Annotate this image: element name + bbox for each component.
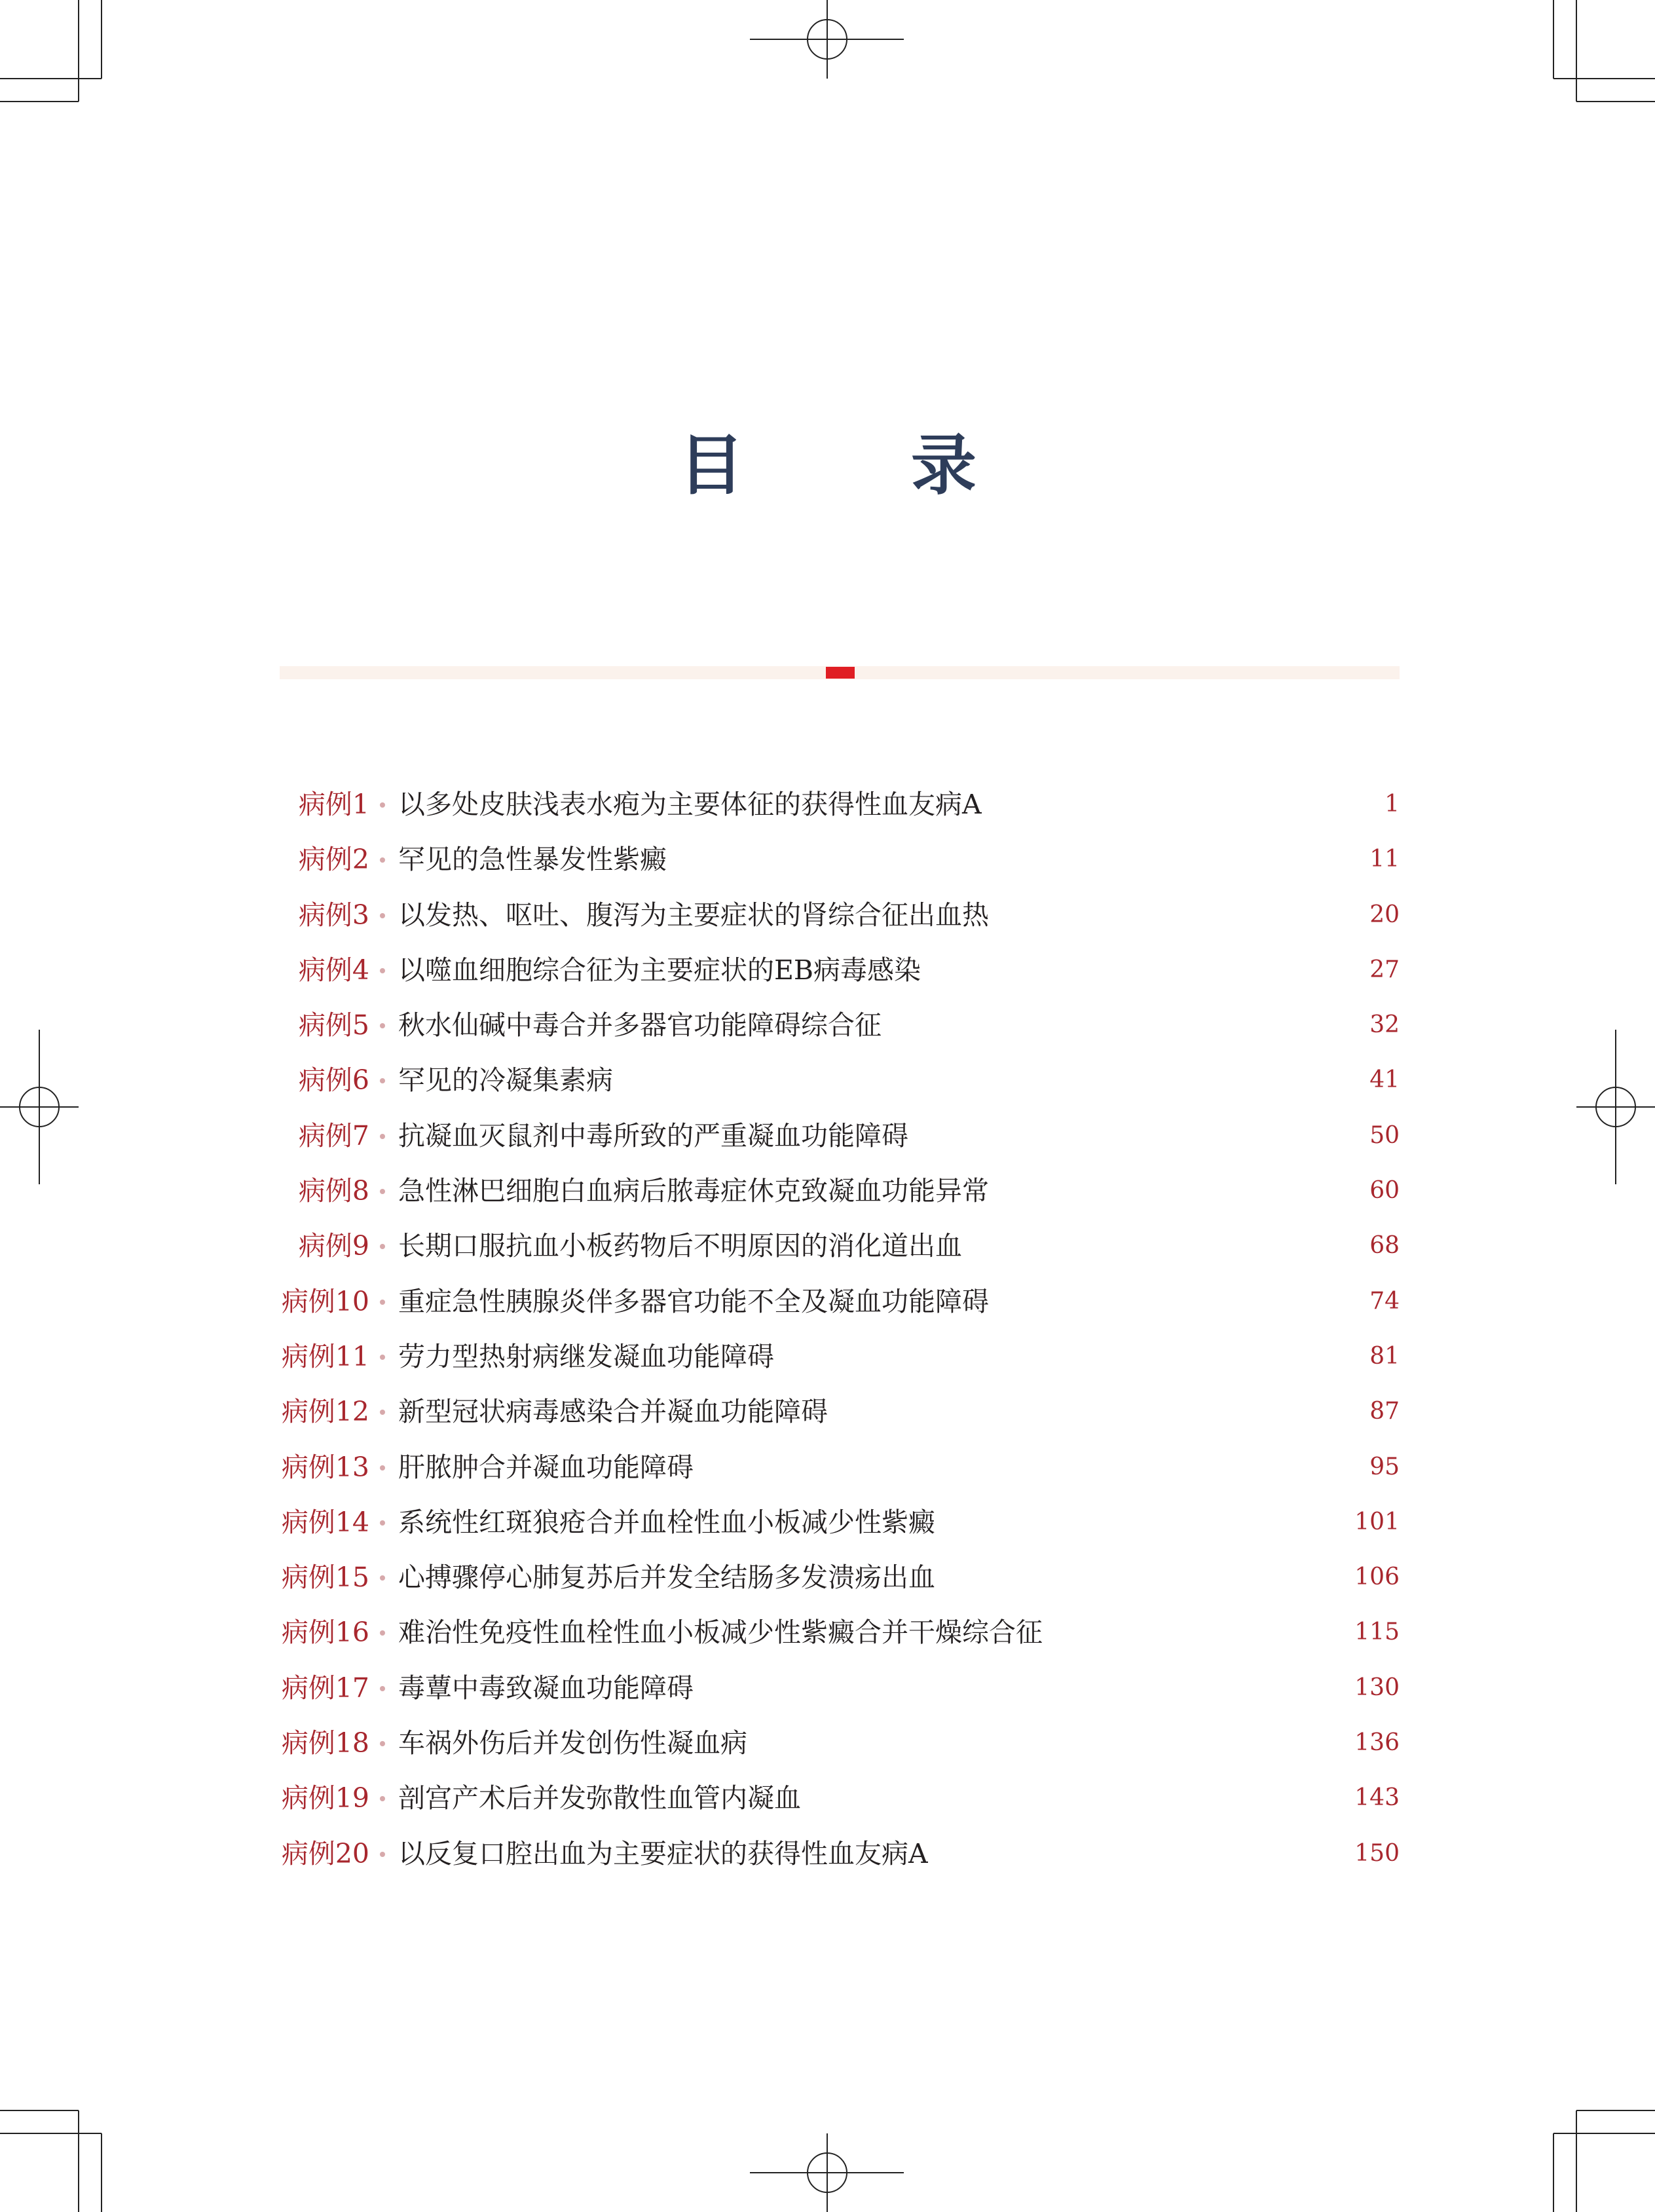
toc-entry[interactable] <box>0 998 1655 1053</box>
separator-dot <box>380 1630 385 1636</box>
page-number: 81 <box>1369 1342 1400 1370</box>
entry-title: 剖宫产术后并发弥散性血管内凝血 <box>398 1782 801 1814</box>
separator-dot <box>380 1575 385 1581</box>
case-label: 病例6 <box>298 1064 369 1097</box>
entry-title: 重症急性胰腺炎伴多器官功能不全及凝血功能障碍 <box>398 1285 989 1317</box>
separator-dot <box>380 1244 385 1249</box>
toc-entry[interactable] <box>0 1605 1655 1660</box>
page-number: 136 <box>1354 1729 1400 1757</box>
page-number: 115 <box>1354 1619 1400 1646</box>
case-label: 病例15 <box>281 1562 369 1594</box>
page-number: 87 <box>1369 1398 1400 1425</box>
separator-dot <box>380 802 385 808</box>
separator-dot <box>380 1189 385 1194</box>
case-label: 病例5 <box>298 1009 369 1041</box>
toc-entry[interactable] <box>0 1826 1655 1881</box>
page-number: 1 <box>1385 791 1400 817</box>
page-number: 27 <box>1369 956 1400 983</box>
separator-dot <box>380 1023 385 1028</box>
separator-dot <box>380 1741 385 1746</box>
case-label: 病例8 <box>298 1175 369 1207</box>
toc-list <box>0 777 1655 1881</box>
toc-entry[interactable] <box>0 1550 1655 1605</box>
case-label: 病例1 <box>298 789 369 820</box>
case-label: 病例19 <box>281 1782 369 1814</box>
toc-entry[interactable] <box>0 1660 1655 1715</box>
toc-entry[interactable] <box>0 888 1655 943</box>
case-label: 病例18 <box>281 1727 369 1759</box>
separator-dot <box>380 1796 385 1801</box>
page-number: 11 <box>1369 846 1400 873</box>
page-number: 130 <box>1354 1674 1400 1701</box>
entry-title: 毒蕈中毒致凝血功能障碍 <box>398 1672 694 1704</box>
separator-dot <box>380 1852 385 1857</box>
entry-title: 秋水仙碱中毒合并多器官功能障碍综合征 <box>398 1009 882 1041</box>
page-number: 68 <box>1369 1232 1400 1260</box>
toc-entry[interactable] <box>0 777 1655 832</box>
case-label: 病例14 <box>281 1506 369 1538</box>
separator-dot <box>380 913 385 918</box>
entry-title: 新型冠状病毒感染合并凝血功能障碍 <box>398 1396 828 1428</box>
case-label: 病例20 <box>281 1837 369 1869</box>
toc-entry[interactable] <box>0 1274 1655 1329</box>
entry-title: 以发热、呕吐、腹泻为主要症状的肾综合征出血热 <box>398 899 989 931</box>
page-number: 101 <box>1354 1508 1400 1535</box>
separator-dot <box>380 968 385 973</box>
entry-title: 急性淋巴细胞白血病后脓毒症休克致凝血功能异常 <box>398 1175 989 1207</box>
separator-dot <box>380 1134 385 1139</box>
page-number: 150 <box>1354 1839 1400 1867</box>
case-label: 病例10 <box>281 1285 369 1317</box>
toc-entry[interactable] <box>0 1715 1655 1771</box>
case-label: 病例4 <box>298 954 369 986</box>
entry-title: 罕见的急性暴发性紫癜 <box>398 844 667 876</box>
entry-title: 肝脓肿合并凝血功能障碍 <box>398 1451 694 1483</box>
registration-mark-top <box>750 0 904 79</box>
page-number: 60 <box>1369 1177 1400 1205</box>
separator-dot <box>380 1355 385 1360</box>
toc-entry[interactable] <box>0 1771 1655 1826</box>
page-number: 41 <box>1369 1066 1400 1094</box>
toc-entry[interactable] <box>0 1495 1655 1550</box>
toc-entry[interactable] <box>0 1218 1655 1273</box>
page-number: 143 <box>1354 1784 1400 1812</box>
page-number: 74 <box>1369 1287 1400 1315</box>
entry-title: 系统性红斑狼疮合并血栓性血小板减少性紫癜 <box>398 1506 935 1538</box>
separator-dot <box>380 1520 385 1526</box>
case-label: 病例2 <box>298 844 369 876</box>
separator-dot <box>380 1465 385 1471</box>
separator-dot <box>380 1078 385 1083</box>
case-label: 病例16 <box>281 1617 369 1649</box>
toc-entry[interactable] <box>0 832 1655 887</box>
toc-entry[interactable] <box>0 1384 1655 1439</box>
entry-title: 劳力型热射病继发凝血功能障碍 <box>398 1340 774 1372</box>
case-label: 病例7 <box>298 1119 369 1152</box>
toc-entry[interactable] <box>0 1329 1655 1384</box>
page-title: 目 录 <box>679 426 1049 504</box>
toc-entry[interactable] <box>0 1440 1655 1495</box>
case-label: 病例11 <box>281 1340 369 1372</box>
toc-entry[interactable] <box>0 1163 1655 1218</box>
case-label: 病例13 <box>281 1451 369 1483</box>
entry-title: 以噬血细胞综合征为主要症状的EB病毒感染 <box>398 954 921 986</box>
entry-title: 罕见的冷凝集素病 <box>398 1064 613 1097</box>
case-label: 病例9 <box>298 1230 369 1262</box>
toc-entry[interactable] <box>0 1108 1655 1163</box>
page-number: 50 <box>1369 1121 1400 1149</box>
case-label: 病例17 <box>281 1672 369 1704</box>
page-number: 32 <box>1369 1011 1400 1039</box>
case-label: 病例3 <box>298 899 369 931</box>
toc-entry[interactable] <box>0 943 1655 998</box>
entry-title: 长期口服抗血小板药物后不明原因的消化道出血 <box>398 1230 962 1262</box>
entry-title: 难治性免疫性血栓性血小板减少性紫癜合并干燥综合征 <box>398 1617 1043 1649</box>
case-label: 病例12 <box>281 1396 369 1428</box>
page-number: 106 <box>1354 1564 1400 1591</box>
toc-entry[interactable] <box>0 1053 1655 1108</box>
registration-mark-bottom <box>750 2133 904 2212</box>
separator-dot <box>380 1300 385 1305</box>
page-number: 20 <box>1369 901 1400 928</box>
entry-title: 以多处皮肤浅表水疱为主要体征的获得性血友病A <box>398 789 982 820</box>
entry-title: 心搏骤停心肺复苏后并发全结肠多发溃疡出血 <box>398 1562 935 1594</box>
entry-title: 抗凝血灭鼠剂中毒所致的严重凝血功能障碍 <box>398 1119 908 1152</box>
entry-title: 以反复口腔出血为主要症状的获得性血友病A <box>398 1837 928 1869</box>
divider-accent <box>826 667 855 679</box>
separator-dot <box>380 1686 385 1691</box>
separator-dot <box>380 1410 385 1415</box>
page-number: 95 <box>1369 1453 1400 1480</box>
separator-dot <box>380 857 385 863</box>
entry-title: 车祸外伤后并发创伤性凝血病 <box>398 1727 747 1759</box>
